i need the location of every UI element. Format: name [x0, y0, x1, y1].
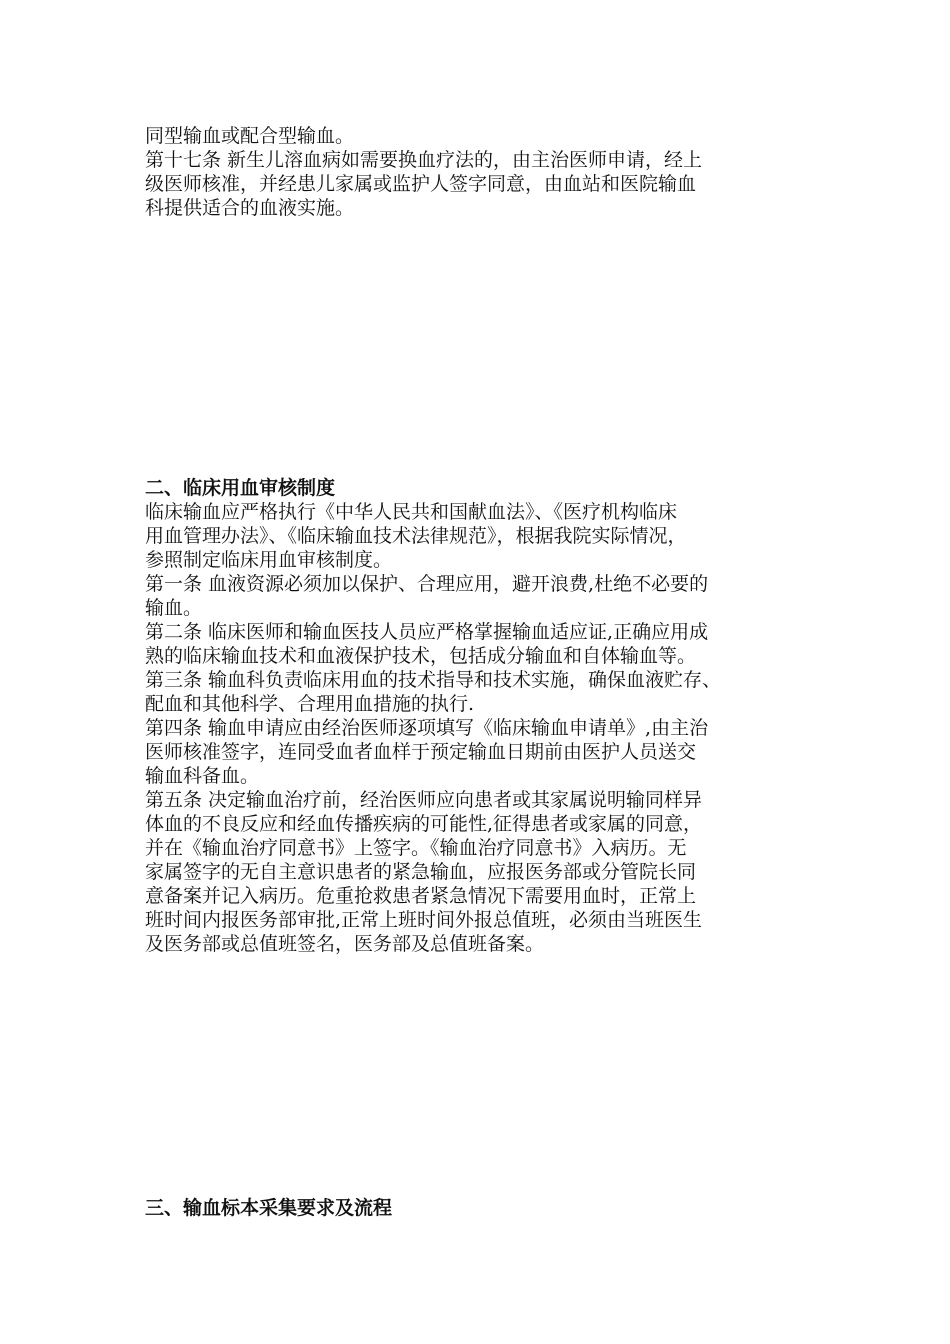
- text-line: 并在《输血治疗同意书》上签字。《输血治疗同意书》入病历。无: [145, 837, 687, 859]
- text-line: 级医师核准，并经患儿家属或监护人签字同意，由血站和医院输血: [145, 173, 697, 195]
- text-line: 体血的不良反应和经血传播疾病的可能性,征得患者或家属的同意，: [145, 813, 703, 835]
- text-line: 家属签字的无自主意识患者的紧急输血，应报医务部或分管院长同: [145, 861, 697, 883]
- text-line: 第二条 临床医师和输血医技人员应严格掌握输血适应证,正确应用成: [145, 621, 709, 643]
- text-line: 意备案并记入病历。危重抢救患者紧急情况下需要用血时，正常上: [145, 885, 697, 907]
- text-line: 第四条 输血申请应由经治医师逐项填写《临床输血申请单》,由主治: [145, 717, 709, 739]
- text-line: 班时间内报医务部审批,正常上班时间外报总值班，必须由当班医生: [145, 909, 703, 931]
- text-line: 第三条 输血科负责临床用血的技术指导和技术实施，确保血液贮存、: [145, 669, 722, 691]
- article-17-text: [145, 124, 815, 220]
- text-line: 及医务部或总值班签名，医务部及总值班备案。: [145, 933, 545, 955]
- text-line: 输血科备血。: [145, 765, 260, 787]
- text-line: 用血管理办法》、《临床输血技术法律规范》，根据我院实际情况，: [145, 525, 687, 547]
- text-line: 配血和其他科学、合理用血措施的执行.: [145, 693, 475, 715]
- text-line: 熟的临床输血技术和血液保护技术，包括成分输血和自体输血等。: [145, 645, 697, 667]
- text-line: 第十七条 新生儿溶血病如需要换血疗法的，由主治医师申请，经上: [145, 149, 703, 171]
- text-line: 参照制定临床用血审核制度。: [145, 549, 393, 571]
- text-line: 同型输血或配合型输血。: [145, 125, 355, 147]
- section-2: [145, 476, 815, 956]
- text-line: 临床输血应严格执行《中华人民共和国献血法》、《医疗机构临床: [145, 501, 678, 523]
- section-3-heading: 三、输血标本采集要求及流程: [145, 1197, 393, 1219]
- text-line: 输血。: [145, 597, 203, 619]
- text-line: 第五条 决定输血治疗前，经治医师应向患者或其家属说明输同样异: [145, 789, 703, 811]
- text-line: 第一条 血液资源必须加以保护、合理应用，避开浪费,杜绝不必要的: [145, 573, 709, 595]
- text-line: 医师核准签字，连同受血者血样于预定输血日期前由医护人员送交: [145, 741, 697, 763]
- text-line: 科提供适合的血液实施。: [145, 197, 355, 219]
- section-2-heading: 二、临床用血审核制度: [145, 477, 336, 499]
